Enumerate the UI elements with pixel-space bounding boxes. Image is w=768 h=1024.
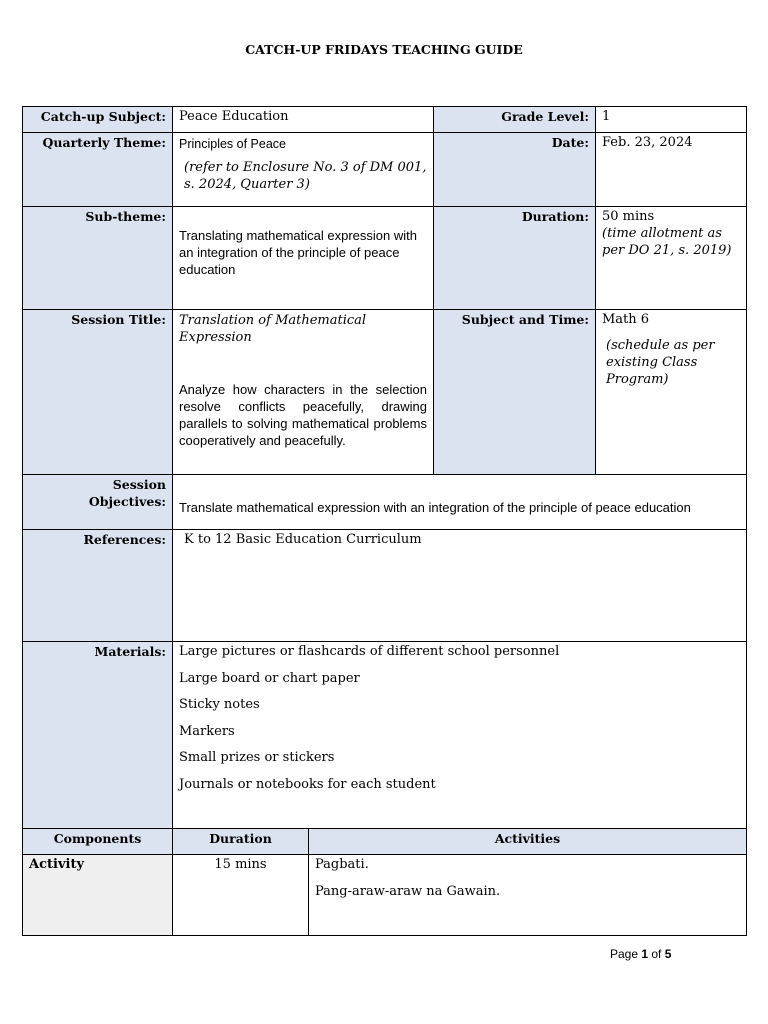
subject-and-time-value: Math 6: [602, 312, 650, 327]
session-title-description: Analyze how characters in the selection resolve conflicts peacefully, drawing parallels to solving mathematical problems cooperatively and peacefully.: [179, 382, 427, 448]
footer-prefix: Page: [610, 947, 642, 961]
total-pages-number: 5: [664, 947, 672, 961]
materials-item: Sticky notes: [179, 697, 260, 712]
label-duration: Duration:: [433, 206, 596, 310]
value-catch-up-subject: Peace Education: [172, 106, 434, 133]
activity-item: Pagbati.: [315, 857, 369, 872]
value-sub-theme: [172, 206, 434, 310]
duration-value: 50 mins: [602, 209, 655, 224]
header-duration: Duration: [172, 828, 309, 855]
label-session-objectives: [22, 474, 173, 530]
session-objectives-label-line2: Objectives:: [88, 494, 166, 509]
label-date: Date:: [433, 132, 596, 207]
value-references: K to 12 Basic Education Curriculum: [172, 529, 747, 642]
label-subject-and-time: Subject and Time:: [433, 309, 596, 475]
value-session-title: [172, 309, 434, 475]
session-objectives-text: Translate mathematical expression with an integration of the principle of peace education: [179, 500, 691, 515]
value-subject-and-time: [595, 309, 747, 475]
value-session-objectives: [172, 474, 747, 530]
label-quarterly-theme: Quarterly Theme:: [22, 132, 173, 207]
document-title: CATCH-UP FRIDAYS TEACHING GUIDE: [245, 42, 523, 57]
value-quarterly-theme: [172, 132, 434, 207]
sub-theme-text: Translating mathematical expression with an integration of the principle of peace education: [179, 228, 417, 277]
header-activities: Activities: [308, 828, 747, 855]
label-sub-theme: Sub-theme:: [22, 206, 173, 310]
quarterly-theme-text: Principles of Peace: [179, 137, 287, 151]
label-references: References:: [22, 529, 173, 642]
subject-and-time-note: (schedule as per existing Class Program): [606, 338, 715, 387]
duration-note: (time allotment as per DO 21, s. 2019): [602, 226, 732, 258]
activity-item: Pang-araw-araw na Gawain.: [315, 883, 501, 899]
value-date: Feb. 23, 2024: [595, 132, 747, 207]
label-session-title: Session Title:: [22, 309, 173, 475]
materials-item: Markers: [179, 723, 235, 739]
current-page-number: 1: [641, 947, 649, 961]
component-duration: 15 mins: [172, 854, 309, 936]
header-components: Components: [22, 828, 173, 855]
label-grade-level: Grade Level:: [433, 106, 596, 133]
session-objectives-label-line1: Session: [112, 477, 166, 492]
label-catch-up-subject: Catch-up Subject:: [22, 106, 173, 133]
component-activities: [308, 854, 747, 936]
label-materials: Materials:: [22, 641, 173, 829]
value-grade-level: 1: [595, 106, 747, 133]
component-activity: Activity: [22, 854, 173, 936]
value-duration: [595, 206, 747, 310]
materials-item: Large pictures or flashcards of different school personnel: [179, 644, 560, 659]
footer-of: of: [648, 947, 665, 961]
page-footer: [610, 947, 671, 961]
materials-item: Journals or notebooks for each student: [179, 776, 436, 792]
quarterly-theme-note: (refer to Enclosure No. 3 of DM 001, s. 2024, Quarter 3): [184, 160, 427, 192]
session-title-text: Translation of Mathematical Expression: [179, 313, 367, 345]
materials-item: Large board or chart paper: [179, 670, 360, 686]
value-materials: [172, 641, 747, 829]
materials-item: Small prizes or stickers: [179, 750, 335, 765]
